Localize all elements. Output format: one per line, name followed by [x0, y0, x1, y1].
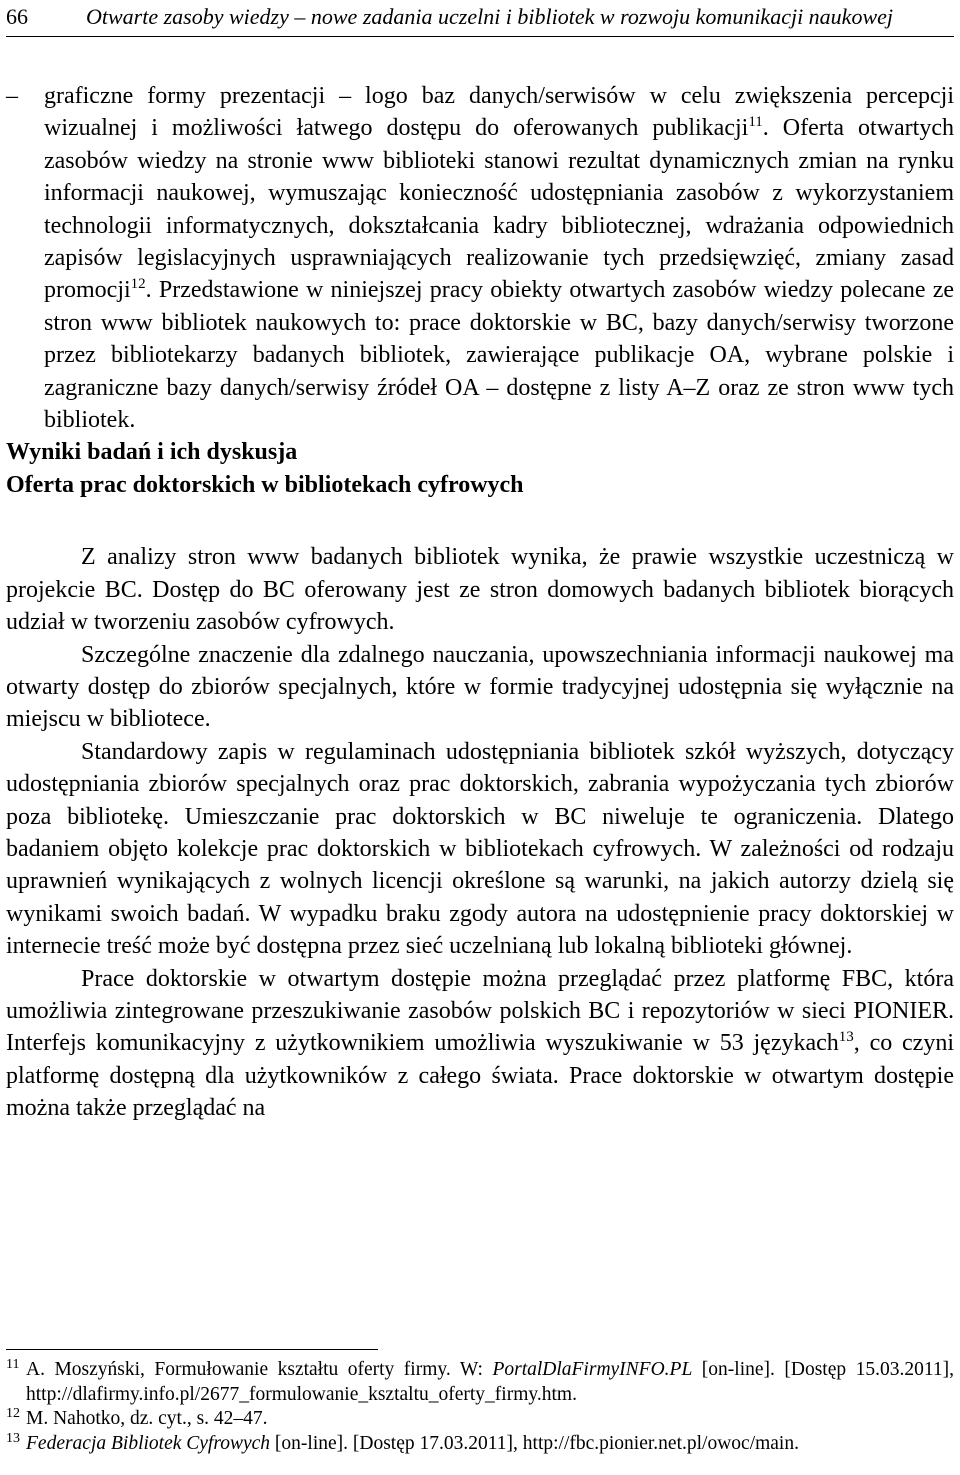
footnote-text: [on-line]. [Dostęp 15.03.2011], http://dlafirmy.info.pl/2677_formulowanie_ksztaltu_oferty_firmy.htm.: [26, 1359, 954, 1405]
footnote: [6, 1432, 954, 1457]
paragraph-text: . Przedstawione w niniejszej pracy obiekty otwartych zasobów wiedzy polecane ze stron www bibliotek naukowych to: prace doktorskie w BC, bazy danych/serwisy tworzone przez bibliotekarzy badanych bibliotek, zawierające publikacje OA, wybrane polskie i zagraniczne bazy danych/serwisy źródeł OA – dostępne z listy A–Z oraz ze stron www tych bibliotek.: [44, 277, 954, 434]
list-dash: –: [6, 83, 18, 109]
body-text: [6, 80, 954, 1125]
running-header-title: Otwarte zasoby wiedzy – nowe zadania uczelni i bibliotek w rozwoju komunikacji naukowej: [86, 4, 893, 29]
paragraph-text: . Oferta otwartych zasobów wiedzy na stronie www biblioteki stanowi rezultat dynamicznych zmian na rynku informacji naukowej, wymuszając konieczność udostępniania zasobów z wykorzystaniem technologii informatycznych, dokształcania kadry bibliotecznej, wdrażania odpowiednich zapisów legislacyjnych usprawniających realizowanie tych przedsięwzięć, zmiany zasad promocji: [44, 115, 954, 304]
footnote-text: M. Nahotko, dz. cyt., s. 42–47.: [26, 1408, 268, 1429]
footnote-separator: [6, 1349, 378, 1350]
paragraph: [6, 963, 954, 1125]
footnote-ref-12[interactable]: 12: [130, 276, 146, 293]
page-number: 66: [6, 4, 28, 29]
footnote-text: [on-line]. [Dostęp 17.03.2011], http://fbc.pionier.net.pl/owoc/main.: [270, 1432, 799, 1454]
subsection-heading: Oferta prac doktorskich w bibliotekach cyfrowych: [6, 471, 524, 498]
footnote: [6, 1407, 954, 1432]
footnote-ref-11[interactable]: 11: [748, 114, 763, 131]
paragraph: Szczególne znaczenie dla zdalnego nauczania, upowszechniania informacji naukowej ma otwarty dostęp do zbiorów specjalnych, które w formie tradycyjnej udostępnia się wyłącznie na miejscu w bibliotece.: [6, 641, 954, 733]
paragraph-text: Prace doktorskie w otwartym dostępie można przeglądać przez platformę FBC, która umożliwia zintegrowane przeszukiwanie zasobów polskich BC i repozytoriów w sieci PIONIER. Interfejs komunikacyjny z użytkownikiem umożliwia wyszukiwanie w 53 językach: [6, 965, 954, 1057]
paragraph: Z analizy stron www badanych bibliotek wynika, że prawie wszystkie uczestniczą w projekcie BC. Dostęp do BC oferowany jest ze stron domowych badanych bibliotek biorących udział w tworzeniu zasobów cyfrowych.: [6, 544, 954, 636]
footnote-source-title: PortalDlaFirmyINFO.PL: [492, 1359, 693, 1380]
paragraph: Standardowy zapis w regulaminach udostępniania bibliotek szkół wyższych, dotyczący udostępniania zbiorów specjalnych oraz prac doktorskich, zabrania wypożyczania tych zbiorów poza bibliotekę. Umieszczanie prac doktorskich w BC niweluje te ograniczenia. Dlatego badaniem objęto kolekcje prac doktorskich w bibliotekach cyfrowych. W zależności od rodzaju uprawnień wynikających z wolnych licencji określone są warunki, na jakich autorzy dzielą się wynikami swoich badań. W wypadku braku zgody autora na udostępnienie pracy doktorskiej w internecie treść może być dostępna przez sieć uczelnianą lub lokalną biblioteki głównej.: [6, 738, 954, 960]
list-item-text: graficzne formy prezentacji – logo baz danych/serwisów w celu zwiększenia percepcji wizualnej i możliwości łatwego dostępu do oferowanych publikacji: [44, 83, 954, 142]
footnote-ref-13[interactable]: 13: [838, 1029, 854, 1046]
paragraph-text: , co czyni platformę dostępną dla użytkowników z całego świata. Prace doktorskie w otwartym dostępie można także przeglądać na: [6, 1030, 954, 1122]
running-header: [6, 2, 954, 37]
footnote-number: 12: [6, 1406, 20, 1421]
footnote-text: A. Moszyński, Formułowanie kształtu oferty firmy. W:: [26, 1359, 493, 1380]
footnote-source-title: Federacja Bibliotek Cyfrowych: [26, 1432, 271, 1454]
footnote: [6, 1358, 954, 1407]
footnotes: [6, 1358, 954, 1456]
section-heading: Wyniki badań i ich dyskusja: [6, 439, 298, 466]
footnote-number: 13: [6, 1430, 20, 1446]
footnote-number: 11: [6, 1357, 20, 1372]
dash-list-item: [6, 80, 954, 436]
